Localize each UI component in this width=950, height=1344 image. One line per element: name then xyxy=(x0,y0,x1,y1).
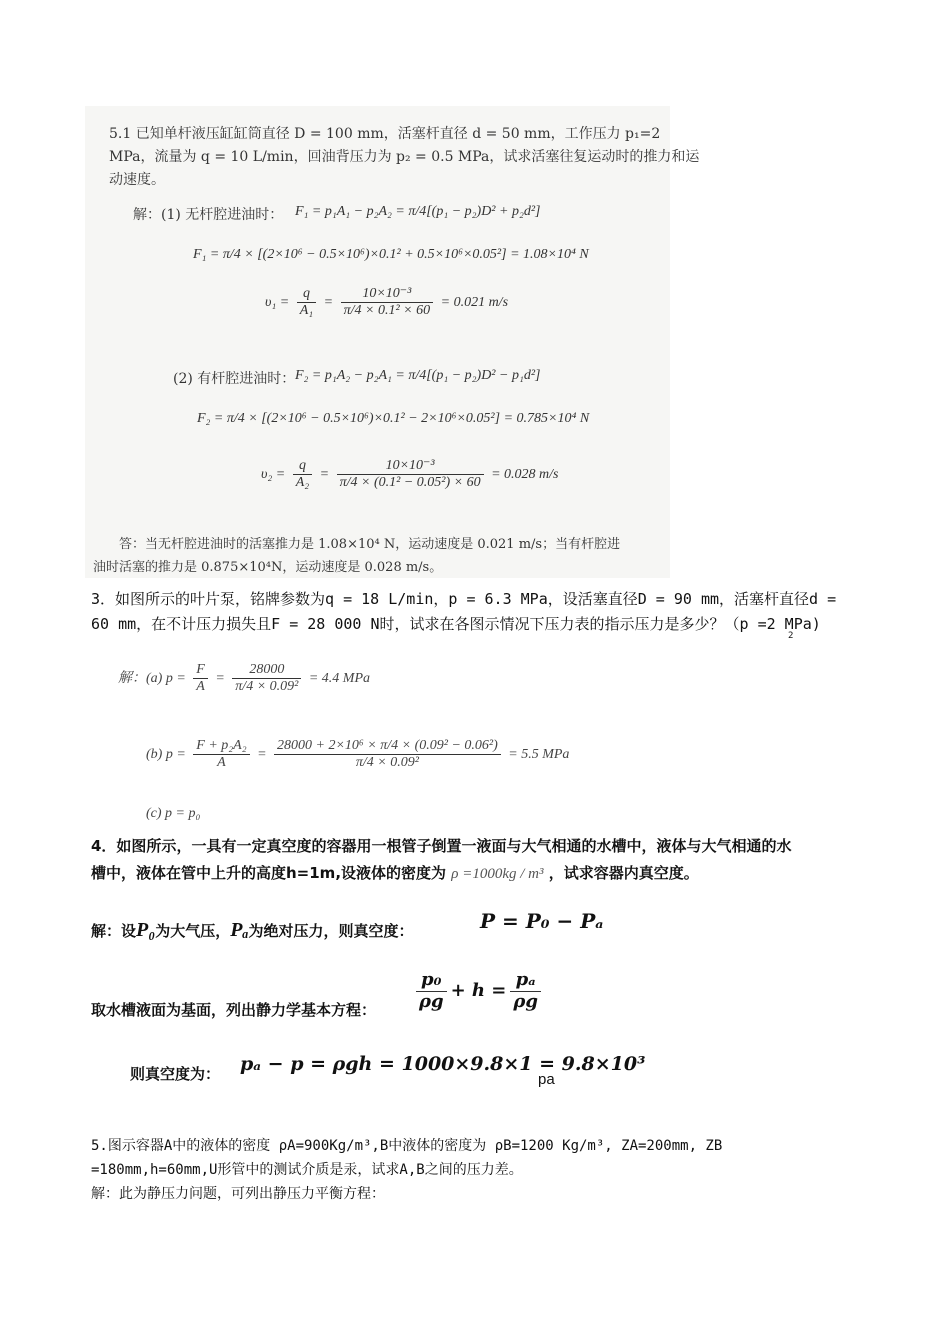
p3-sa-label: 解：(a) p = xyxy=(118,670,186,686)
p51-eq6: υ₂ = $\frac{q}{\text{A₂}}$ = $\frac{\text{10×10⁻³}}{\text{π/4 × (0.1² − 0.05²) × 60}}$ = 0.028 m/s xyxy=(261,458,559,491)
p4-base-equation xyxy=(412,970,545,1012)
p4-vacuum-equation: P = P₀ − Pₐ xyxy=(480,909,604,933)
p4-question-line2 xyxy=(91,860,699,888)
p4-question-line1: 4．如图所示，一具有一定真空度的容器用一根管子倒置一液面与大气相通的水槽中，液体与大气相通的水 xyxy=(91,837,792,855)
p51-eq6-num: q xyxy=(293,458,312,475)
p4-rho: ρ =1000kg / m³ xyxy=(451,866,544,882)
p3-sb-label: (b) p = xyxy=(146,746,186,762)
p51-eq3-result: = 0.021 m/s xyxy=(440,294,509,310)
p4-p0: P₀ xyxy=(136,919,156,941)
p5-question-line1: 5.图示容器A中的液体的密度 ρA=900Kg/m³,B中液体的密度为 ρB=1200 Kg/m³, ZA=200mm, ZB xyxy=(91,1138,723,1154)
p4-base-n2: pₐ xyxy=(510,970,541,992)
p3-sb-result: = 5.5 MPa xyxy=(508,746,570,762)
p3-solution-c: (c) p = p₀ xyxy=(146,806,201,821)
p4-vacuum-text: 则真空度为： xyxy=(130,1065,221,1083)
p5-solution-line: 解：此为静压力问题，可列出静压力平衡方程： xyxy=(91,1186,385,1202)
p3-sa-f2d: π/4 × 0.09² xyxy=(235,679,299,695)
p3-sb-f1n: F + p₂A₂ xyxy=(193,738,249,755)
p3-sa-f1d: A xyxy=(196,679,205,695)
p3-question-line1: 3．如图所示的叶片泵，铭牌参数为q = 18 L/min，p = 6.3 MPa，设活塞直径D = 90 mm，活塞杆直径d = xyxy=(91,590,837,608)
p51-eq3-den2: π/4 × 0.1² × 60 xyxy=(343,303,431,319)
p4-vacuum-result: pₐ − p = ρgh = 1000×9.8×1 = 9.8×10³ xyxy=(240,1053,646,1075)
p3-solution-b: (b) p = $\frac{\text{F + p₂A₂}}{A}$ = $\frac{\text{28000 + 2×10⁶ × π/4 × (0.09² − 0.06²)}}{\text{π/4 × 0.09²}}$ = 5.5 MPa xyxy=(146,738,570,771)
p4-sol-c: 为绝对压力，则真空度： xyxy=(248,922,414,940)
p51-solution1-label: 解：(1) 无杆腔进油时： xyxy=(133,207,284,223)
p4-base-text: 取水槽液面为基面，列出静力学基本方程： xyxy=(91,1001,377,1019)
p51-eq4: F₂ = p₁A₂ − p₂A₁ = π/4[(p₁ − p₂)D² − p₁d²] xyxy=(295,368,541,383)
p3-question-line2: 60 mm，在不计压力损失且F = 28 000 N时，试求在各图示情况下压力表的指示压力是多少？（p =2 MPa) xyxy=(91,615,821,633)
p4-sol-a: 解：设 xyxy=(91,922,137,940)
p4-base-d2: ρg xyxy=(513,990,538,1012)
p51-eq6-den: A₂ xyxy=(295,475,310,491)
p4-sol-b: 为大气压， xyxy=(155,922,231,940)
p51-answer-line1: 答：当无杆腔进油时的活塞推力是 1.08×10⁴ N，运动速度是 0.021 m/s；当有杆腔进 xyxy=(119,537,621,552)
p4-solution-line xyxy=(91,917,413,945)
p4-base-mid: + h = xyxy=(450,980,507,1002)
p51-eq6-lhs: υ₂ = xyxy=(261,466,286,482)
p5-question-line2: =180mm,h=60mm,U形管中的测试介质是汞，试求A,B之间的压力差。 xyxy=(91,1162,523,1178)
p51-question-line2: MPa，流量为 q = 10 L/min，回油背压力为 p₂ = 0.5 MPa，试求活塞往复运动时的推力和运 xyxy=(109,149,700,165)
p51-eq6-result: = 0.028 m/s xyxy=(491,466,559,482)
p3-subscript: 2 xyxy=(788,631,794,641)
p51-eq6-den2: π/4 × (0.1² − 0.05²) × 60 xyxy=(339,475,481,491)
p51-eq3-lhs: υ₁ = xyxy=(265,294,290,310)
p3-sb-f2n: 28000 + 2×10⁶ × π/4 × (0.09² − 0.06²) xyxy=(274,738,501,755)
p3-sa-f2n: 28000 xyxy=(232,662,301,679)
p4-pa: Pₐ xyxy=(230,919,249,941)
p3-solution-a: 解：(a) p = $\frac{F}{A}$ = $\frac{28000}{\text{π/4 × 0.09²}}$ = 4.4 MPa xyxy=(118,662,371,695)
p51-question-line1: 5.1 已知单杆液压缸缸筒直径 D = 100 mm，活塞杆直径 d = 50 mm，工作压力 p₁=2 xyxy=(109,126,661,142)
p4-base-d1: ρg xyxy=(419,990,444,1012)
p51-eq6-num2: 10×10⁻³ xyxy=(337,458,484,475)
p4-question-line2b: ，试求容器内真空度。 xyxy=(548,864,699,882)
p4-base-n1: p₀ xyxy=(416,970,447,992)
problem-5-1-scan xyxy=(85,106,700,578)
p51-eq3-den: A₁ xyxy=(299,303,314,319)
p4-question-line2a: 槽中，液体在管中上升的高度h=1m,设液体的密度为 xyxy=(91,864,447,882)
p51-eq3-num2: 10×10⁻³ xyxy=(341,286,434,303)
p3-sa-result: = 4.4 MPa xyxy=(308,670,371,686)
p3-sa-f1n: F xyxy=(193,662,208,679)
p51-eq5: F₂ = π/4 × [(2×10⁶ − 0.5×10⁶)×0.1² − 2×10⁶×0.05²] = 0.785×10⁴ N xyxy=(197,411,590,426)
p51-solution2-label: (2) 有杆腔进油时： xyxy=(173,371,296,387)
p3-sb-f2d: π/4 × 0.09² xyxy=(355,755,419,771)
p4-vacuum-unit: pa xyxy=(538,1071,555,1088)
p51-eq2: F₁ = π/4 × [(2×10⁶ − 0.5×10⁶)×0.1² + 0.5×10⁶×0.05²] = 1.08×10⁴ N xyxy=(193,247,589,262)
p3-sb-f1d: A xyxy=(217,755,226,771)
p51-question-line3: 动速度。 xyxy=(109,172,165,188)
p51-eq3: υ₁ = $\frac{q}{\text{A₁}}$ = $\frac{\text{10×10⁻³}}{\text{π/4 × 0.1² × 60}}$ = 0.021 m/s xyxy=(265,286,509,319)
p51-eq1: F₁ = p₁A₁ − p₂A₂ = π/4[(p₁ − p₂)D² + p₂d²] xyxy=(295,204,541,219)
p51-eq3-num: q xyxy=(297,286,316,303)
p51-answer-line2: 油时活塞的推力是 0.875×10⁴N，运动速度是 0.028 m/s。 xyxy=(93,560,443,575)
